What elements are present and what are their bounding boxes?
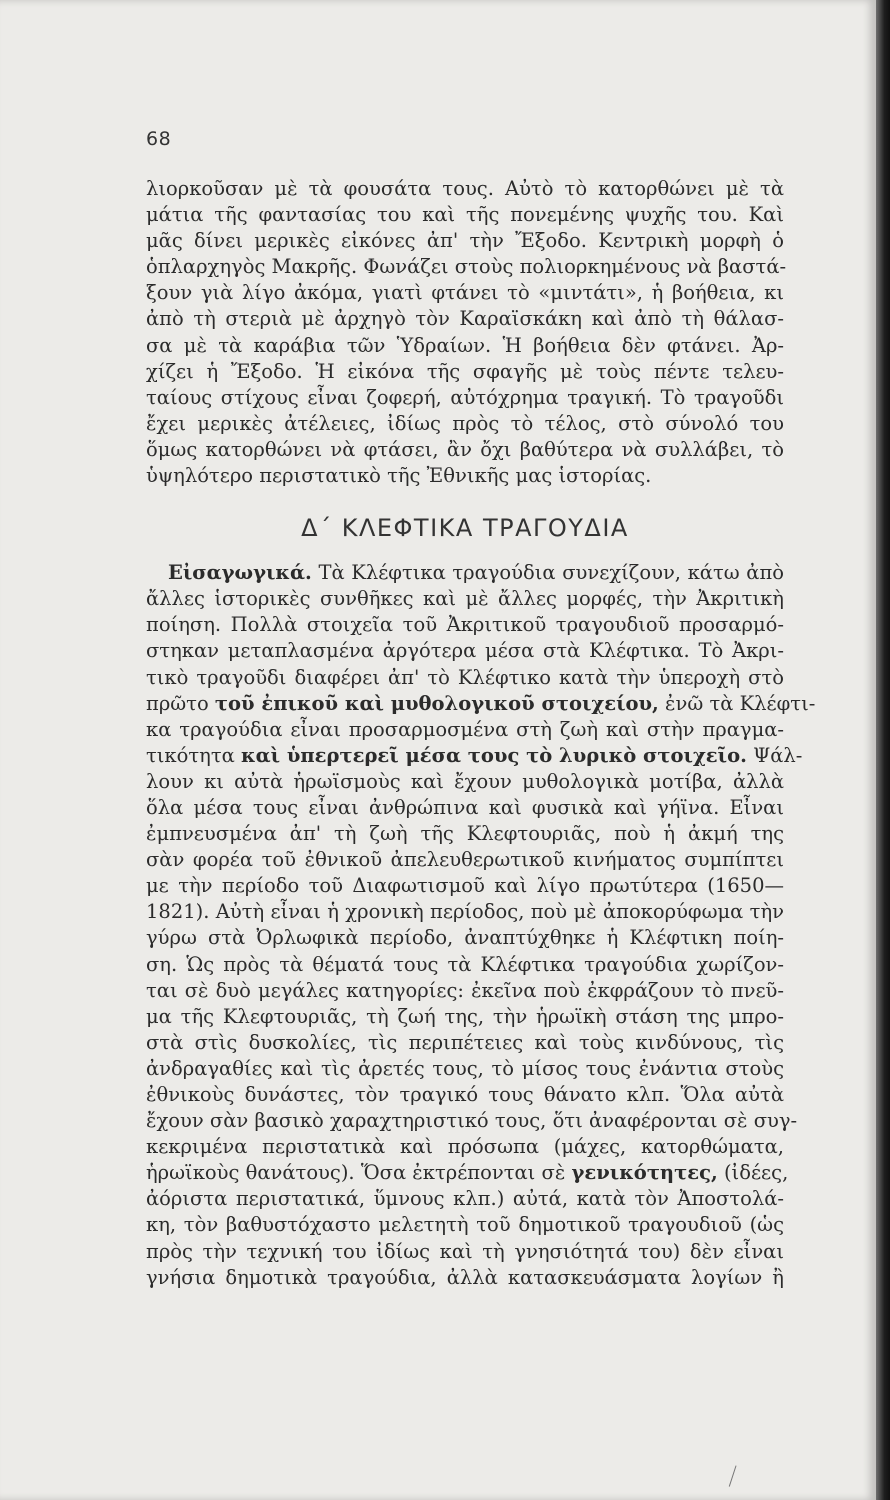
text-line [146,691,816,717]
paragraph-2 [146,560,816,1291]
text-line: πρὸς τὴν τεχνική του ἰδίως καὶ τὴ γνησιότητά του) δὲν εἶναι [146,1239,784,1263]
bold-span: τοῦ ἐπικοῦ καὶ μυθολογικοῦ στοιχείου, [214,691,659,715]
text-line: ταίους στίχους εἶναι ζοφερή, αὐτόχρημα τραγική. Τὸ τραγοῦδι [146,385,784,409]
text-line: μᾶς δίνει μερικὲς εἰκόνες ἀπ' τὴν Ἔξοδο. Κεντρικὴ μορφὴ ὁ [146,229,784,253]
text-line: ἄλλες ἱστορικὲς συνθῆκες καὶ μὲ ἄλλες μορφές, τὴν Ἀκριτικὴ [146,587,784,611]
paragraph-label: Εἰσαγωγικά. [168,561,312,585]
bold-span: καὶ ὑπερτερεῖ μέσα τους τὸ λυρικὸ στοιχεῖο. [241,743,747,767]
text-line: ὅμως κατορθώνει νὰ φτάσει, ἂν ὄχι βαθύτερα νὰ συλλάβει, τὸ [146,437,784,461]
text-line: λουν κι αὐτὰ ἡρωϊσμοὺς καὶ ἔχουν μυθολογικὰ μοτίβα, ἀλλὰ [146,769,784,793]
text-line: γύρω στὰ Ὀρλωφικὰ περίοδο, ἀναπτύχθηκε ἡ Κλέφτικη ποίη- [146,926,784,950]
text-line: ποίηση. Πολλὰ στοιχεῖα τοῦ Ἀκριτικοῦ τραγουδιοῦ προσαρμό- [146,613,784,637]
text-line: χίζει ἡ Ἔξοδο. Ἡ εἰκόνα τῆς σφαγῆς μὲ τοὺς πέντε τελευ- [146,359,784,383]
text-line: ἔχουν σὰν βασικὸ χαραχτηριστικό τους, ὅτι ἀναφέρονται σὲ συγ- [146,1109,798,1133]
text-line: ὅλα μέσα τους εἶναι ἀνθρώπινα καὶ φυσικὰ καὶ γήϊνα. Εἶναι [146,795,784,819]
text-line: ἐθνικοὺς δυνάστες, τὸν τραγικό τους θάνατο κλπ. Ὅλα αὐτὰ [146,1083,784,1106]
book-binding-edge [876,0,890,1500]
text-line: με τὴν περίοδο τοῦ Διαφωτισμοῦ καὶ λίγο πρωτύτερα (1650— [146,874,784,898]
text-line: ξουν γιὰ λίγο ἀκόμα, γιατὶ φτάνει τὸ «μιντάτι», ἡ βοήθεια, κι [146,281,784,305]
section-heading: Δ΄ ΚΛΕΦΤΙΚΑ ΤΡΑΓΟΥΔΙΑ [301,514,629,543]
text-line [146,1160,789,1186]
text-line: κη, τὸν βαθυστόχαστο μελετητὴ τοῦ δημοτικοῦ τραγουδιοῦ (ὡς [146,1213,784,1237]
text-line: 1821). Αὐτὴ εἶναι ἡ χρονικὴ περίοδος, ποὺ μὲ ἀποκορύφωμα τὴν [146,900,784,924]
text-span: Ψάλ- [746,743,803,767]
text-line: γνήσια δημοτικὰ τραγούδια, ἀλλὰ κατασκευάσματα λογίων ἢ [146,1265,784,1289]
text-span: (ἰδέες, [717,1161,789,1185]
paragraph-1 [146,176,787,489]
text-line: σα μὲ τὰ καράβια τῶν Ὑδραίων. Ἡ βοήθεια δὲν φτάνει. Ἀρ- [146,333,784,357]
text-span: πρῶτο [146,691,215,715]
text-line: στὰ στὶς δυσκολίες, τὶς περιπέτειες καὶ τοὺς κινδύνους, τὶς [146,1030,784,1054]
text-line: μα τῆς Κλεφτουριᾶς, τὴ ζωή της, τὴν ἡρωϊκὴ στάση της μπρο- [146,1004,784,1028]
text-line [146,743,803,769]
text-line: ὑψηλότερο περιστατικὸ τῆς Ἐθνικῆς μας ἱστορίας. [146,464,652,488]
text-line: κεκριμένα περιστατικὰ καὶ πρόσωπα (μάχες, κατορθώματα, [146,1135,784,1159]
text-line: στηκαν μεταπλασμένα ἀργότερα μέσα στὰ Κλέφτικα. Τὸ Ἀκρι- [146,639,784,663]
text-line: ται σὲ δυὸ μεγάλες κατηγορίες: ἐκεῖνα ποὺ ἐκφράζουν τὸ πνεῦ- [146,978,784,1002]
text-line: ἀπὸ τὴ στεριὰ μὲ ἀρχηγὸ τὸν Καραϊσκάκη καὶ ἀπὸ τὴ θάλασ- [146,307,784,331]
text-line: ἔχει μερικὲς ἀτέλειες, ἰδίως πρὸς τὸ τέλος, στὸ σύνολό του [146,411,784,435]
text-line: ἀόριστα περιστατικά, ὕμνους κλπ.) αὐτά, κατὰ τὸν Ἀποστολά- [146,1187,784,1211]
text-line: λιορκοῦσαν μὲ τὰ φουσάτα τους. Αὐτὸ τὸ κατορθώνει μὲ τὰ [146,177,784,200]
text-span: Τὰ Κλέφτικα τραγούδια συνεχίζουν, κάτω ἀπὸ [318,561,784,585]
text-line: σὰν φορέα τοῦ ἐθνικοῦ ἀπελευθερωτικοῦ κινήματος συμπίπτει [146,848,784,872]
body-text [146,176,816,1291]
text-span: ἐνῶ τὰ Κλέφτι- [658,691,816,715]
text-line: ση. Ὡς πρὸς τὰ θέματά τους τὰ Κλέφτικα τραγούδια χωρίζον- [146,952,784,976]
text-line: ἀνδραγαθίες καὶ τὶς ἀρετές τους, τὸ μίσος τους ἐνάντια στοὺς [146,1056,784,1080]
text-line: τικὸ τραγοῦδι διαφέρει ἀπ' τὸ Κλέφτικο κατὰ τὴν ὑπεροχὴ στὸ [146,665,784,689]
text-line [146,560,784,586]
text-span: τικότητα [146,743,241,767]
text-line: ἐμπνευσμένα ἀπ' τὴ ζωὴ τῆς Κλεφτουριᾶς, ποὺ ἡ ἀκμή της [146,822,784,846]
text-line: μάτια τῆς φαντασίας του καὶ τῆς πονεμένης ψυχῆς του. Καὶ [146,203,784,227]
page-number: 68 [146,128,172,150]
text-line: κα τραγούδια εἶναι προσαρμοσμένα στὴ ζωὴ καὶ στὴν πραγμα- [146,717,784,741]
bold-span: γενικότητες, [571,1161,718,1185]
text-span: ἡρωϊκοὺς θανάτους). Ὅσα ἐκτρέπονται σὲ [146,1161,572,1185]
text-line: ὁπλαρχηγὸς Μακρῆς. Φωνάζει στοὺς πολιορκημένους νὰ βαστά- [146,255,787,279]
pencil-mark [729,1465,742,1488]
